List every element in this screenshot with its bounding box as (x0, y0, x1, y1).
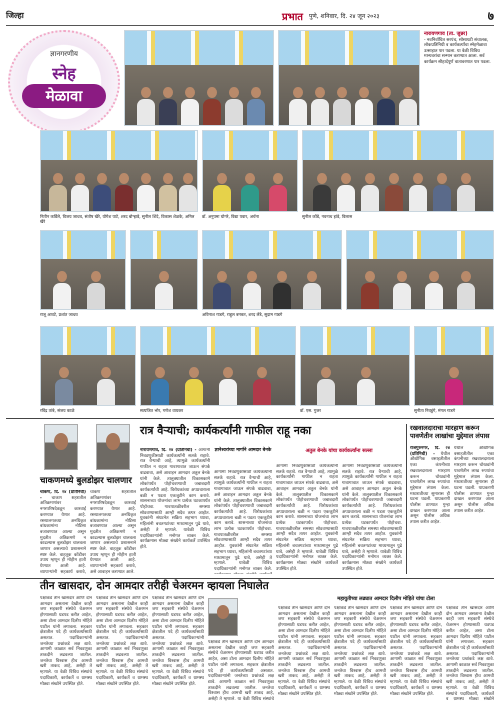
divider-article4 (6, 578, 494, 579)
intro-title: नारायणगाव (ता. जुन्नर) (424, 31, 468, 37)
intro-text (424, 32, 494, 66)
intro-body: - नवनिर्वाचित सरपंच, सोसायटी संचालक, लोकप्रतिनिधी व कार्यकर्त्यांचा स्नेहमेळावा उत्साहात पार पडला. या वेळी विविध मान्यवरांचा सन्मान करण्यात आला. सर्व कार्यक्रम सौहार्दपूर्ण वातावरणात पार पडला. (424, 37, 491, 65)
photo-12 (300, 326, 410, 406)
caption-5: अविनाश गाडगे, राहुल बनकर, शरद लेंडे, सुदाम गाडगे (202, 312, 283, 317)
caption-3: सुनील कोंडे, नवनाथ हांडे, विलास (302, 214, 353, 219)
divider-top (6, 418, 494, 419)
photo-7 (130, 230, 198, 310)
page-number: ७ (487, 9, 494, 23)
article4-body-col2 (96, 596, 148, 702)
article1-body-col3 (276, 464, 338, 574)
article4-body-col6 (334, 606, 386, 702)
article2-body-cont: चाकण शहरातील अतिक्रमणांवर नगरपरिषदेकडून कारवाई करण्यात येणार आहे. रस्त्यालगतच्या अनधिकृत बांधकामांना नोटिसा बजावण्यात आल्या असून मुदतीत अतिक्रमणे न काढल्यास बुलडोझर चालवला जाणार असल्याचे प्रशासनाने स्पष्ट केले. वाहतूक कोंडीवर उपाय म्हणून ही मोहीम हाती घेण्यात आली आहे. व्यापाऱ्यांनी सहकार्य करावे, असे आवाहन करण्यात आले. (90, 490, 136, 574)
article3-body-col2 (454, 446, 494, 574)
photo-11 (140, 326, 296, 406)
article2-body: चाकण शहरातील अतिक्रमणांवर नगरपरिषदेकडून कारवाई करण्यात येणार आहे. रस्त्यालगतच्या अनधिकृत बांधकामांना नोटिसा बजावण्यात आल्या असून मुदतीत अतिक्रमणे न काढल्यास बुलडोझर चालवला जाणार असल्याचे प्रशासनाने स्पष्ट केले. वाहतूक कोंडीवर उपाय म्हणून ही मोहीम हाती घेण्यात आली आहे. व्यापाऱ्यांनी सहकार्य करावे, (40, 495, 86, 574)
photo-5 (302, 130, 494, 212)
article4-body-cont3: पक्षाकडे तीन खासदार आणि दोन आमदार असताना देखील काही जण सहकारी संस्थेचे चेअरमन होण्यासाठी धडपड करीत आहेत, असा टोला आमदार दिलीप मोहिते पाटील यांनी लगावला. सहकार क्षेत्रातील पदे ही कार्यकर्त्यांसाठी असतात. पदाधिकाऱ्यांनी जनतेच्या प्रश्नांकडे लक्ष द्यावे. आगामी काळात सर्व निवडणुका ताकदीने लढवल्या जातील. जनतेचा विश्वास हीच आमची खरी ताकद आहे, असेही ते म्हणाले. या वेळी विविध संस्थांचे (208, 640, 274, 702)
caption-1: नितीन कर्डिले, विजय जाधव, संतोष खैरे, योगेश पाटे, शरद बोऱ्हाडे, सुनील शिंदे, विकास शेळके, अनिल खैरे (40, 214, 195, 224)
mugshot-1 (44, 424, 78, 470)
photo-6 (40, 230, 126, 310)
article4-body-col1 (40, 596, 92, 702)
article2-dateline: चाकण, दि. २४ (प्रतिनिधी) - (40, 490, 86, 501)
logo-line2: स्नेह (52, 64, 76, 83)
article4-body: पक्षाकडे तीन खासदार आणि दोन आमदार असताना देखील काही जण सहकारी संस्थेचे चेअरमन होण्यासाठी धडपड करीत आहेत, असा टोला आमदार दिलीप मोहिते पाटील यांनी लगावला. सहकार क्षेत्रातील पदे ही कार्यकर्त्यांसाठी असतात. पदाधिकाऱ्यांनी जनतेच्या प्रश्नांकडे लक्ष द्यावे. आगामी काळात सर्व निवडणुका ताकदीने लढवल्या जातील. जनतेचा विश्वास हीच आमची खरी ताकद आहे, असेही ते म्हणाले. या वेळी विविध संस्थांचे पदाधिकारी, कार्यकर्ते व ग्रामस्थ मोठ्या संख्येने उपस्थित होते. (40, 596, 92, 687)
article3-body-col1 (410, 446, 450, 574)
article1-body-cont2: आगामी निवडणुकीसाठी कार्यकर्त्यांनी सतर्क राहावे. रात्र वैऱ्याची आहे, त्यामुळे कार्यकर्त्यांनी गाफील न राहता गावागावात जाऊन संपर्क वाढवावा, असे आवाहन आमदार अतुल बेनके यांनी केले. तालुक्यातील विकासकामे लोकांपर्यंत पोहोचवण्याची जबाबदारी कार्यकर्त्यांची आहे. विरोधकांच्या अपप्रचाराला बळी न पडता एकजुटीने काम करावे. शासनाच्या योजनांचा लाभ प्रत्येक घटकापर्यंत पोहोचवा. गावपातळीवरील समस्या सोडवण्यासाठी आम्ही सदैव तत्पर आहोत. युवकांनी संघटनेत सक्रिय सहभाग घ्यावा, महिलांनी बचतगटांच्या माध्यमातून पुढे यावे, असेही ते म्हणाले. यावेळी विविध पदाधिकाऱ्यांनी मनोगत व्यक्त केले. कार्यक्रमास मोठ्या संख्येने कार्यकर्ते उपस्थित होते. (276, 464, 338, 572)
article4-body-cont7: पक्षाकडे तीन खासदार आणि दोन आमदार असताना देखील काही जण सहकारी संस्थेचे चेअरमन होण्यासाठी धडपड करीत आहेत, असा टोला आमदार दिलीप मोहिते पाटील यांनी लगावला. सहकार क्षेत्रातील पदे ही कार्यकर्त्यांसाठी असतात. पदाधिकाऱ्यांनी जनतेच्या प्रश्नांकडे लक्ष द्यावे. आगामी काळात सर्व निवडणुका ताकदीने लढवल्या जातील. जनतेचा विश्वास हीच आमची खरी ताकद आहे, असेही ते म्हणाले. या वेळी विविध संस्थांचे पदाधिकारी, कार्यकर्ते व ग्रामस्थ मोठ्या संख्येने (446, 606, 494, 702)
article1-body-col4 (342, 464, 402, 574)
article1-body-col1 (140, 448, 210, 574)
article1-body-col2 (214, 470, 272, 574)
article1-body-cont3: आगामी निवडणुकीसाठी कार्यकर्त्यांनी सतर्क राहावे. रात्र वैऱ्याची आहे, त्यामुळे कार्यकर्त्यांनी गाफील न राहता गावागावात जाऊन संपर्क वाढवावा, असे आवाहन आमदार अतुल बेनके यांनी केले. तालुक्यातील विकासकामे लोकांपर्यंत पोहोचवण्याची जबाबदारी कार्यकर्त्यांची आहे. विरोधकांच्या अपप्रचाराला बळी न पडता एकजुटीने काम करावे. शासनाच्या योजनांचा लाभ प्रत्येक घटकापर्यंत पोहोचवा. गावपातळीवरील समस्या सोडवण्यासाठी आम्ही सदैव तत्पर आहोत. युवकांनी संघटनेत सक्रिय सहभाग घ्यावा, महिलांनी बचतगटांच्या माध्यमातून पुढे यावे, असेही ते म्हणाले. यावेळी विविध पदाधिकाऱ्यांनी मनोगत व्यक्त केले. कार्यक्रमास मोठ्या संख्येने कार्यकर्ते उपस्थित होते. (342, 464, 402, 572)
article4-body-col3 (152, 596, 204, 702)
article4-body-cont4: पक्षाकडे तीन खासदार आणि दोन आमदार असताना देखील काही जण सहकारी संस्थेचे चेअरमन होण्यासाठी धडपड करीत आहेत, असा टोला आमदार दिलीप मोहिते पाटील यांनी लगावला. सहकार क्षेत्रातील पदे ही कार्यकर्त्यांसाठी असतात. पदाधिकाऱ्यांनी जनतेच्या प्रश्नांकडे लक्ष द्यावे. आगामी काळात सर्व निवडणुका ताकदीने लढवल्या जातील. जनतेचा विश्वास हीच आमची खरी ताकद आहे, असेही ते म्हणाले. या वेळी विविध संस्थांचे पदाधिकारी, कार्यकर्ते व ग्रामस्थ मोठ्या संख्येने उपस्थित होते. (278, 606, 330, 697)
logo-line3: मेळावा (22, 84, 106, 108)
caption-8: डॉ. एस. गुजर (300, 408, 321, 413)
masthead: प्रभात (281, 11, 303, 23)
article3-body-cont: येथील औद्योगिक वसाहतीतील एका कंपनीच्या रखवालदाराला मारहाण करून चोरट्यांनी पावणेतीन लाख रुपयांचा मुद्देमाल लंपास केला. मध्यरात्रीच्या सुमारास ही घटना घडली. याप्रकरणी पोलीस ठाण्यात गुन्हा दाखल करण्यात आला असून पोलीस अधिक तपास करीत आहेत. (454, 446, 494, 514)
article4-body-cont6: पक्षाकडे तीन खासदार आणि दोन आमदार असताना देखील काही जण सहकारी संस्थेचे चेअरमन होण्यासाठी धडपड करीत आहेत, असा टोला आमदार दिलीप मोहिते पाटील यांनी लगावला. सहकार क्षेत्रातील पदे ही कार्यकर्त्यांसाठी असतात. पदाधिकाऱ्यांनी जनतेच्या प्रश्नांकडे लक्ष द्यावे. आगामी काळात सर्व निवडणुका ताकदीने लढवल्या जातील. जनतेचा विश्वास हीच आमची खरी ताकद आहे, असेही ते म्हणाले. या वेळी विविध संस्थांचे पदाधिकारी, कार्यकर्ते व ग्रामस्थ मोठ्या संख्येने उपस्थित होते. (390, 606, 442, 697)
article2-body-col1 (40, 490, 86, 574)
article4-body-cont: पक्षाकडे तीन खासदार आणि दोन आमदार असताना देखील काही जण सहकारी संस्थेचे चेअरमन होण्यासाठी धडपड करीत आहेत, असा टोला आमदार दिलीप मोहिते पाटील यांनी लगावला. सहकार क्षेत्रातील पदे ही कार्यकर्त्यांसाठी असतात. पदाधिकाऱ्यांनी जनतेच्या प्रश्नांकडे लक्ष द्यावे. आगामी काळात सर्व निवडणुका ताकदीने लढवल्या जातील. जनतेचा विश्वास हीच आमची खरी ताकद आहे, असेही ते म्हणाले. या वेळी विविध संस्थांचे पदाधिकारी, कार्यकर्ते व ग्रामस्थ मोठ्या संख्येने उपस्थित होते. (96, 596, 148, 687)
article4-body-cont2: पक्षाकडे तीन खासदार आणि दोन आमदार असताना देखील काही जण सहकारी संस्थेचे चेअरमन होण्यासाठी धडपड करीत आहेत, असा टोला आमदार दिलीप मोहिते पाटील यांनी लगावला. सहकार क्षेत्रातील पदे ही कार्यकर्त्यांसाठी असतात. पदाधिकाऱ्यांनी जनतेच्या प्रश्नांकडे लक्ष द्यावे. आगामी काळात सर्व निवडणुका ताकदीने लढवल्या जातील. जनतेचा विश्वास हीच आमची खरी ताकद आहे, असेही ते म्हणाले. या वेळी विविध संस्थांचे पदाधिकारी, कार्यकर्ते व ग्रामस्थ मोठ्या संख्येने उपस्थित होते. (152, 596, 204, 687)
article1-sub2: अतुल बेनके यांचा कार्यकर्त्यांना सल्ला (305, 448, 373, 454)
article4-body-col8 (446, 606, 494, 702)
photo-13 (414, 326, 494, 406)
article4-body-col4 (208, 640, 274, 702)
photo-2 (278, 30, 420, 126)
caption-2: डॉ. अनुपमा घोगरे, विद्या पवार, अर्चना (202, 214, 260, 219)
article1-sub1: ज्ञानेश्वरांच्या मार्गाने आमदार बेनके (214, 448, 272, 453)
article2-body-col2 (90, 490, 136, 574)
photo-10 (40, 326, 136, 406)
article1-dateline: नारायणगाव, दि. २४ (प्रतिनिधी) - (140, 448, 197, 453)
article3-headline: रखवालदाराचा मारहाण करून पावणेतीन लाखांचा मुद्देमाल लंपास (410, 424, 490, 440)
photo-9 (346, 230, 494, 310)
article4-body-col7 (390, 606, 442, 702)
event-logo (8, 30, 120, 134)
caption-6: रविंद्र तांबे, संजय काळे (40, 408, 75, 413)
article4-headline: तीन खासदार, दोन आमदार तरीही चेअरमन व्हायला निघालेत (40, 580, 269, 592)
caption-7: सत्यजित भोर, गणेश वायकर (140, 408, 184, 413)
mugshot-2 (96, 424, 130, 470)
photo-8 (202, 230, 342, 310)
article1-headline: रात्र वैऱ्याची; कार्यकर्त्यांनी गाफील राहू नका (140, 424, 312, 437)
logo-line1: ज्ञानगरणीय (50, 50, 78, 58)
article2-headline: चाकणमध्ये बुलडोझर चालणार (40, 476, 132, 486)
article3-dateline: राजगुरुनगर, दि. २४ (प्रतिनिधी) - (410, 446, 450, 457)
photo-4 (202, 130, 298, 212)
article4-body-cont5: पक्षाकडे तीन खासदार आणि दोन आमदार असताना देखील काही जण सहकारी संस्थेचे चेअरमन होण्यासाठी धडपड करीत आहेत, असा टोला आमदार दिलीप मोहिते पाटील यांनी लगावला. सहकार क्षेत्रातील पदे ही कार्यकर्त्यांसाठी असतात. पदाधिकाऱ्यांनी जनतेच्या प्रश्नांकडे लक्ष द्यावे. आगामी काळात सर्व निवडणुका ताकदीने लढवल्या जातील. जनतेचा विश्वास हीच आमची खरी ताकद आहे, असेही ते म्हणाले. या वेळी विविध संस्थांचे पदाधिकारी, कार्यकर्ते व ग्रामस्थ मोठ्या संख्येने उपस्थित होते. (334, 606, 386, 697)
article3-body: येथील औद्योगिक वसाहतीतील एका कंपनीच्या रखवालदाराला मारहाण करून चोरट्यांनी पावणेतीन लाख रुपयांचा मुद्देमाल लंपास केला. मध्यरात्रीच्या सुमारास ही घटना घडली. याप्रकरणी पोलीस ठाण्यात गुन्हा दाखल करण्यात आला असून पोलीस अधिक तपास करीत आहेत. (410, 451, 450, 526)
issue-date: पुणे, शनिवार, दि. २४ जून २०२३ (308, 12, 380, 20)
divider-article3 (406, 424, 407, 574)
article1-body-cont: आगामी निवडणुकीसाठी कार्यकर्त्यांनी सतर्क राहावे. रात्र वैऱ्याची आहे, त्यामुळे कार्यकर्त्यांनी गाफील न राहता गावागावात जाऊन संपर्क वाढवावा, असे आवाहन आमदार अतुल बेनके यांनी केले. तालुक्यातील विकासकामे लोकांपर्यंत पोहोचवण्याची जबाबदारी कार्यकर्त्यांची आहे. विरोधकांच्या अपप्रचाराला बळी न पडता एकजुटीने काम करावे. शासनाच्या योजनांचा लाभ प्रत्येक घटकापर्यंत पोहोचवा. गावपातळीवरील समस्या सोडवण्यासाठी आम्ही सदैव तत्पर आहोत. युवकांनी संघटनेत सक्रिय सहभाग घ्यावा, महिलांनी बचतगटांच्या माध्यमातून पुढे यावे, असेही ते म्हणाले. यावेळी विविध पदाधिकाऱ्यांनी मनोगत व्यक्त केले. (214, 470, 272, 572)
caption-9: सुनीता निवडुंगे, मंगल गाडगे (414, 408, 456, 413)
caption-4: राजू आवटे, प्रशांत जाधव (40, 312, 78, 317)
page-header (6, 6, 494, 26)
article4-sub: महायुतीच्या लढ्यात आमदार दिलीप मोहिते यांचा टोला (337, 596, 435, 602)
section-name: जिल्हा (6, 11, 24, 20)
article4-body-col5 (278, 606, 330, 702)
article1-body: आगामी निवडणुकीसाठी कार्यकर्त्यांनी सतर्क राहावे. रात्र वैऱ्याची आहे, त्यामुळे कार्यकर्त्यांनी गाफील न राहता गावागावात जाऊन संपर्क वाढवावा, असे आवाहन आमदार अतुल बेनके यांनी केले. तालुक्यातील विकासकामे लोकांपर्यंत पोहोचवण्याची जबाबदारी कार्यकर्त्यांची आहे. विरोधकांच्या अपप्रचाराला बळी न पडता एकजुटीने काम करावे. शासनाच्या योजनांचा लाभ प्रत्येक घटकापर्यंत पोहोचवा. गावपातळीवरील समस्या सोडवण्यासाठी आम्ही सदैव तत्पर आहोत. युवकांनी संघटनेत सक्रिय सहभाग घ्यावा, महिलांनी बचतगटांच्या माध्यमातून पुढे यावे, असेही ते म्हणाले. यावेळी विविध पदाधिकाऱ्यांनी मनोगत व्यक्त केले. कार्यक्रमास मोठ्या संख्येने कार्यकर्ते उपस्थित होते. (140, 448, 210, 550)
photo-1 (124, 30, 274, 126)
mugshot-3 (208, 598, 238, 636)
photo-3 (40, 130, 198, 212)
